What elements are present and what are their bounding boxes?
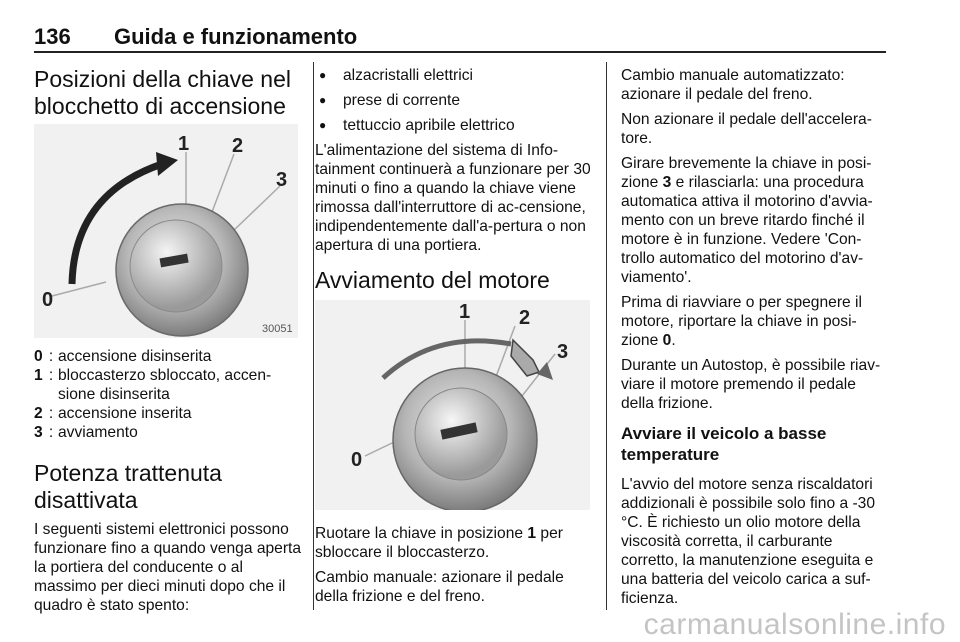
column-3 xyxy=(621,66,889,614)
rotation-arrowhead xyxy=(156,152,178,176)
pointer-line-3 xyxy=(232,186,280,232)
position-label-0: 0 xyxy=(351,449,363,471)
section-title-key-positions: Posizioni della chiave nel blocchetto di accensione xyxy=(34,66,291,119)
ignition-figure-2 xyxy=(315,300,590,510)
legend-item: 0 : accensione disinserita xyxy=(34,348,212,365)
section-title-engine-start: Avviamento del motore xyxy=(315,267,550,293)
chapter-title: Guida e funzionamento xyxy=(114,24,358,49)
position-label-2: 2 xyxy=(519,307,531,329)
list-item: ● tettuccio apribile elettrico xyxy=(315,116,597,135)
autostop-paragraph: Durante un Autostop, è possibile riav-viare il motore premendo il pedale della frizione. xyxy=(621,357,881,412)
unlock-steering-paragraph: Ruotare la chiave in posizione 1 per sbloccare il bloccasterzo. xyxy=(315,525,563,561)
position-label-0: 0 xyxy=(42,289,54,311)
lock-cylinder xyxy=(130,220,222,312)
column-2 xyxy=(315,66,597,294)
retained-power-text: I seguenti sistemi elettronici possono funzionare fino a quando venga aperta la portiera del conducente o al massimo per dieci minuti dopo che il quadro è stato spento: xyxy=(34,521,302,614)
position-label-1: 1 xyxy=(459,301,471,323)
list-item: ● prese di corrente xyxy=(315,91,597,110)
position-label-3: 3 xyxy=(557,341,569,363)
legend-list xyxy=(34,347,304,442)
start-procedure-paragraph: Girare brevemente la chiave in posi-zione 3 e rilasciarla: una procedura automatica attiva il motorino d'avvia-mento con un breve ritardo finché il motore è in funzione. Vedere 'Con-trollo automatico del motorino d'av-viamento'. xyxy=(621,155,873,286)
column-divider-2 xyxy=(606,62,607,610)
start-arrowhead xyxy=(537,362,553,380)
restart-paragraph: Prima di riavviare o per spegnere il motore, riportare la chiave in posi-zione 0. xyxy=(621,294,862,349)
legend-item: 2 : accensione inserita xyxy=(34,405,192,422)
page-number: 136 xyxy=(34,24,71,49)
low-temp-paragraph: L'avvio del motore senza riscaldatori addizionali è possibile solo fino a -30 °C. È richiesto un olio motore della viscosità corretta, il carburante corretto, la manutenzione eseguita e una batteria del veicolo carica a suf-ficienza. xyxy=(621,476,875,607)
legend-item: 3 : avviamento xyxy=(34,424,138,441)
subsection-title-low-temp: Avviare il veicolo a basse temperature xyxy=(621,424,827,464)
infotainment-paragraph: L'alimentazione del sistema di Info-tainment continuerà a funzionare per 30 minuti o fino a quando la chiave viene rimossa dall'interruttore di ac-censione, indipendentemente dall'a-pertura o non apertura di una portiera. xyxy=(315,142,591,254)
list-item: ● alzacristalli elettrici xyxy=(315,66,597,85)
accelerator-paragraph: Non azionare il pedale dell'accelera-tore. xyxy=(621,111,872,147)
figure-code: 30051 xyxy=(262,323,293,335)
watermark: carmanualsonline.info xyxy=(643,608,946,641)
bullet-list xyxy=(315,66,597,135)
position-label-2: 2 xyxy=(232,135,244,157)
pointer-line-0 xyxy=(52,282,106,296)
section-retained-power xyxy=(34,460,304,621)
column-divider-1 xyxy=(313,62,314,610)
engine-start-diagram xyxy=(315,300,590,510)
ignition-lock-diagram xyxy=(34,124,298,338)
legend-item: 1 : bloccasterzo sbloccato, accen-sione disinserita xyxy=(34,367,272,403)
position-label-1: 1 xyxy=(178,133,190,155)
engine-start-text xyxy=(315,524,597,612)
section-title-retained-power: Potenza trattenuta disattivata xyxy=(34,460,222,513)
automated-gearbox-paragraph: Cambio manuale automatizzato: azionare il pedale del freno. xyxy=(621,67,845,103)
position-label-3: 3 xyxy=(276,169,288,191)
header-rule xyxy=(34,51,886,53)
manual-gearbox-paragraph: Cambio manuale: azionare il pedale della frizione e del freno. xyxy=(315,569,564,605)
column-1 xyxy=(34,66,304,120)
pointer-line-2 xyxy=(212,154,234,212)
ignition-figure-1 xyxy=(34,124,298,338)
start-arrow xyxy=(511,340,539,376)
